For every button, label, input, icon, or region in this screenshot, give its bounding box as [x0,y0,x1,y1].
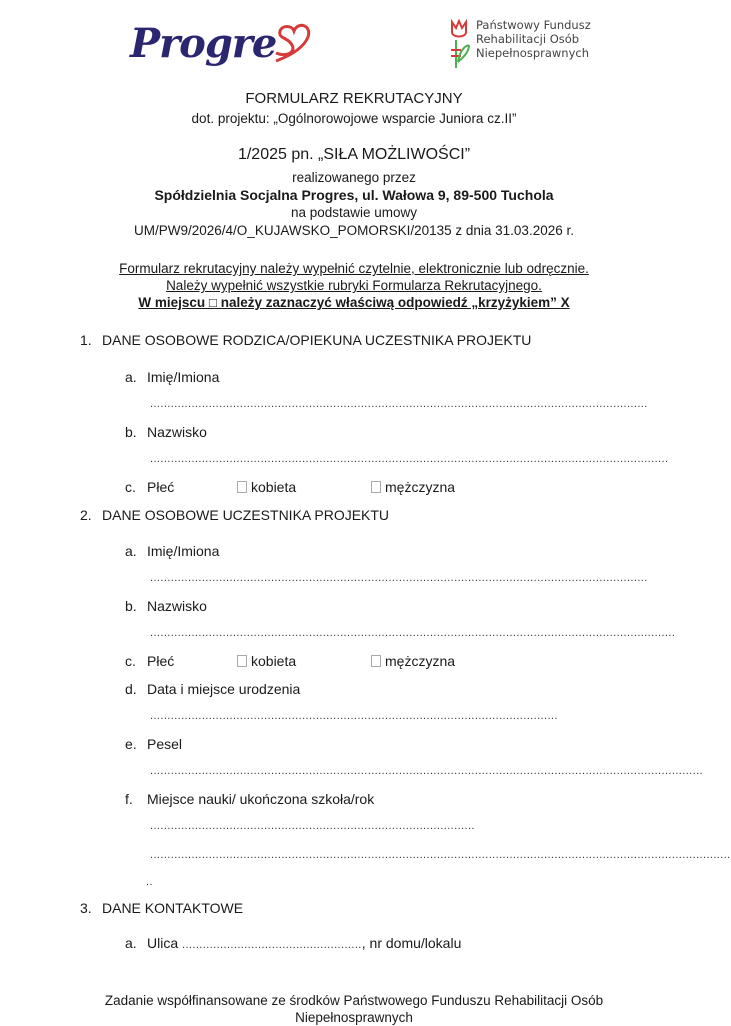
footer-note [0,992,708,1026]
parent-gender-female-checkbox[interactable] [237,479,296,495]
school-input-line-2[interactable]: ........................................................................................................................................................................ [150,849,731,861]
field-parent-last-name [125,424,207,440]
field-participant-gender [125,653,174,669]
pfron-logo [448,18,591,70]
instruction-3: W miejscu □ należy zaznaczyć właściwą odpowiedź „krzyżykiem” X [138,295,570,310]
section-title: DANE KONTAKTOWE [102,900,244,916]
project-number: 1/2025 pn. „SIŁA MOŻLIWOŚCI” [237,146,471,163]
birth-date-place-input[interactable]: ...................................................................................................................... [150,710,558,722]
footer-line-2: Niepełnosprawnych [295,1010,413,1025]
instruction-2: Należy wypełnić wszystkie rubryki Formularza Rekrutacyjnego. [166,278,542,293]
section-title: DANE OSOBOWE UCZESTNIKA PROJEKTU [102,507,390,523]
section-2-heading [80,507,389,523]
item-letter: a. [125,935,137,951]
section-number: 3. [80,900,92,916]
field-participant-first-name [125,543,219,559]
item-label: Płeć [147,653,175,669]
checkbox-icon[interactable] [371,655,381,667]
section-number: 2. [80,507,92,523]
checkbox-icon[interactable] [237,655,247,667]
item-label: Nazwisko [147,424,207,440]
option-label: kobieta [251,479,297,495]
field-street [125,935,461,951]
tulip-icon [448,18,470,70]
progres-logo-text: Progre [130,19,277,67]
section-1-heading [80,332,531,348]
participant-gender-female-checkbox[interactable] [237,653,296,669]
option-label: mężczyzna [385,653,456,669]
option-label: kobieta [251,653,297,669]
item-label: Nazwisko [147,598,207,614]
footer-line-1: Zadanie współfinansowane ze środków Państwowego Funduszu Rehabilitacji Osób [104,993,604,1008]
item-letter: b. [125,424,137,440]
parent-gender-male-checkbox[interactable] [371,479,455,495]
parent-last-name-input[interactable]: ...................................................................................................................................................... [150,453,669,465]
pesel-input[interactable]: ................................................................................................................................................................ [150,765,703,777]
item-letter: b. [125,598,137,614]
item-label: Pesel [147,736,183,752]
item-letter: c. [125,479,136,495]
item-letter: a. [125,543,137,559]
field-pesel [125,736,182,752]
option-label: mężczyzna [385,479,456,495]
pfron-line-3: Niepełnosprawnych [476,46,590,60]
project-subtitle: dot. projektu: „Ogólnorowojowe wsparcie Juniora cz.II” [191,111,517,126]
section-3-heading [80,900,243,916]
item-letter: d. [125,681,137,697]
pfron-logo-text [476,18,591,60]
item-letter: f. [125,791,133,807]
item-label: Imię/Imiona [147,369,220,385]
field-school [125,791,374,807]
checkbox-icon[interactable] [371,481,381,493]
school-input-line-3[interactable]: .. [146,876,153,888]
participant-last-name-input[interactable]: ........................................................................................................................................................ [150,627,676,639]
form-title: FORMULARZ REKRUTACYJNY [245,90,463,107]
progres-logo [130,16,314,70]
section-title: DANE OSOBOWE RODZICA/OPIEKUNA UCZESTNIKA PROJEKTU [102,332,532,348]
checkbox-icon[interactable] [237,481,247,493]
heart-s-icon [270,23,314,63]
school-input-line-1[interactable]: .............................................................................................. [150,820,475,832]
house-number-label: , nr domu/lokalu [361,935,462,951]
field-parent-gender [125,479,174,495]
organization: Spółdzielnia Socjalna Progres, ul. Wałowa 9, 89-500 Tuchola [154,187,554,203]
item-label: Data i miejsce urodzenia [147,681,301,697]
participant-first-name-input[interactable]: ................................................................................................................................................ [150,572,648,584]
item-label: Ulica [147,935,179,951]
item-label: Imię/Imiona [147,543,220,559]
section-number: 1. [80,332,92,348]
item-label: Płeć [147,479,175,495]
realized-by-label: realizowanego przez [292,170,416,185]
participant-gender-male-checkbox[interactable] [371,653,455,669]
item-letter: a. [125,369,137,385]
street-input[interactable]: .................................................... [182,939,362,951]
item-label: Miejsce nauki/ ukończona szkoła/rok [147,791,375,807]
parent-first-name-input[interactable]: ................................................................................................................................................ [150,398,648,410]
instruction-1: Formularz rekrutacyjny należy wypełnić czytelnie, elektronicznie lub odręcznie. [119,261,589,276]
pfron-line-1: Państwowy Fundusz [476,18,591,32]
field-parent-first-name [125,369,219,385]
contract-number: UM/PW9/2026/4/O_KUJAWSKO_POMORSKI/20135 z dnia 31.03.2026 r. [134,223,574,238]
field-birth-date-place [125,681,300,697]
pfron-line-2: Rehabilitacji Osób [476,32,580,46]
field-participant-last-name [125,598,207,614]
item-letter: c. [125,653,136,669]
item-letter: e. [125,736,137,752]
contract-label: na podstawie umowy [290,205,418,220]
